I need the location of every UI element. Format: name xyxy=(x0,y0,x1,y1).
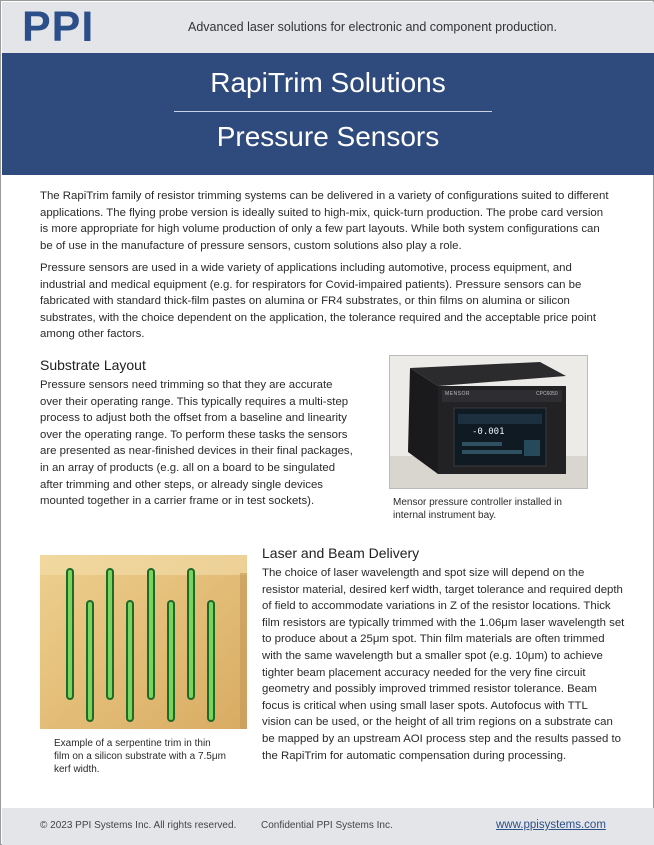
text-line: substrates, with the choice dependent on the application, the tolerance required and the acceptable price point xyxy=(40,311,596,324)
text-line: geometry and possibly improved trimmed resistor tolerance. Beam xyxy=(262,683,597,696)
caption-line: film on a silicon substrate with a 7.5μm xyxy=(54,751,226,762)
footer-bar xyxy=(2,808,654,845)
banner-divider xyxy=(174,111,492,112)
banner-title: RapiTrim Solutions xyxy=(210,67,446,98)
substrate-heading: Substrate Layout xyxy=(40,357,146,373)
website-link[interactable]: www.ppisystems.com xyxy=(496,819,606,831)
text-line: to produce about a 25μm spot. Thin film materials are often trimmed xyxy=(262,633,605,646)
intro-paragraph-1 xyxy=(40,188,609,254)
brand-label: MENSOR xyxy=(445,391,470,397)
text-line: is more appropriate for high volume production of only a few part layouts. While both system configurations can xyxy=(40,223,600,236)
text-line: over their operating range. This typically requires a multi-step xyxy=(40,395,349,408)
serpentine-trim-image xyxy=(40,555,247,729)
text-line: among other factors. xyxy=(40,328,145,341)
caption-line: Mensor pressure controller installed in xyxy=(393,497,562,508)
text-line: vision can be used, or the height of all trim regions on a substrate can xyxy=(262,716,613,729)
banner-subtitle: Pressure Sensors xyxy=(216,121,440,152)
caption-line: Example of a serpentine trim in thin xyxy=(54,738,211,749)
text-line: process to adjust both the offset from a baseline and linearity xyxy=(40,412,347,425)
caption-line: kerf width. xyxy=(54,764,100,775)
text-line: be mapped by an upstream AOI process step and the results passed to xyxy=(262,732,622,745)
text-line: applications. The flying probe version is ideally suited to high-mix, quick-turn production. The probe card version xyxy=(40,206,604,219)
text-line: tighter beam placement accuracy needed for the very fine circuit xyxy=(262,666,586,679)
ppi-logo: PPI xyxy=(22,3,95,51)
text-line: The RapiTrim family of resistor trimming systems can be delivered in a variety of configurations suited to different xyxy=(40,190,609,202)
copyright-text: © 2023 PPI Systems Inc. All rights reserved. xyxy=(40,820,237,831)
text-line: be of use in the manufacture of pressure sensors, custom solutions also play a role. xyxy=(40,239,462,252)
substrate-paragraph xyxy=(40,377,353,510)
intro-paragraph-2 xyxy=(40,260,596,343)
photo2-caption xyxy=(54,737,226,776)
text-line: industrial and medical equipment (e.g. for respirators for Covid-impaired patients). Pressure sensors can be xyxy=(40,278,582,291)
text-line: film resistors are typically trimmed with the 1.06μm laser wavelength set xyxy=(262,616,625,629)
text-line: fabricated with standard thick-film pastes on alumina or FR4 substrates, or thin films on alumina or silicon xyxy=(40,295,570,308)
caption-line: internal instrument bay. xyxy=(393,510,497,521)
serpentine-trim-photo xyxy=(40,555,247,729)
laser-heading: Laser and Beam Delivery xyxy=(262,545,420,561)
text-line: of field to accommodate variations in Z of the resistor locations. Thick xyxy=(262,600,611,613)
text-line: in an array of products (e.g. all on a board to be singulated xyxy=(40,461,336,474)
text-line: focus is critical when using small laser spots. Autofocus with TTL xyxy=(262,699,588,712)
display-readout: -0.001 xyxy=(472,427,505,437)
header-tagline: Advanced laser solutions for electronic and component production. xyxy=(188,20,557,34)
photo1-caption xyxy=(393,496,562,522)
text-line: with the same wavelength but a smaller spot (e.g. 10μm) to achieve xyxy=(262,649,603,662)
text-line: over the operating range. To perform these tasks the sensors xyxy=(40,428,348,441)
laser-paragraph xyxy=(262,565,624,764)
header-bar xyxy=(2,2,654,53)
text-line: are presented as near-finished devices in their final packages, xyxy=(40,445,353,458)
text-line: after trimming and other steps, or already single devices xyxy=(40,478,324,491)
text-line: The choice of laser wavelength and spot size will depend on the xyxy=(262,567,585,579)
title-banner xyxy=(2,53,654,175)
text-line: Pressure sensors need trimming so that they are accurate xyxy=(40,379,333,391)
text-line: the RapiTrim for automatic compensation during processing. xyxy=(262,749,567,762)
confidential-text: Confidential PPI Systems Inc. xyxy=(261,820,393,831)
text-line: mounted together in a carrier frame or in test sockets). xyxy=(40,495,315,508)
text-line: resistor material, desired kerf width, target tolerance and required depth xyxy=(262,583,623,596)
pressure-controller-image xyxy=(390,356,588,489)
text-line: Pressure sensors are used in a wide variety of applications including automotive, process equipment, and xyxy=(40,262,572,274)
model-label: CPC6050 xyxy=(536,391,558,397)
pressure-controller-photo xyxy=(389,355,588,489)
